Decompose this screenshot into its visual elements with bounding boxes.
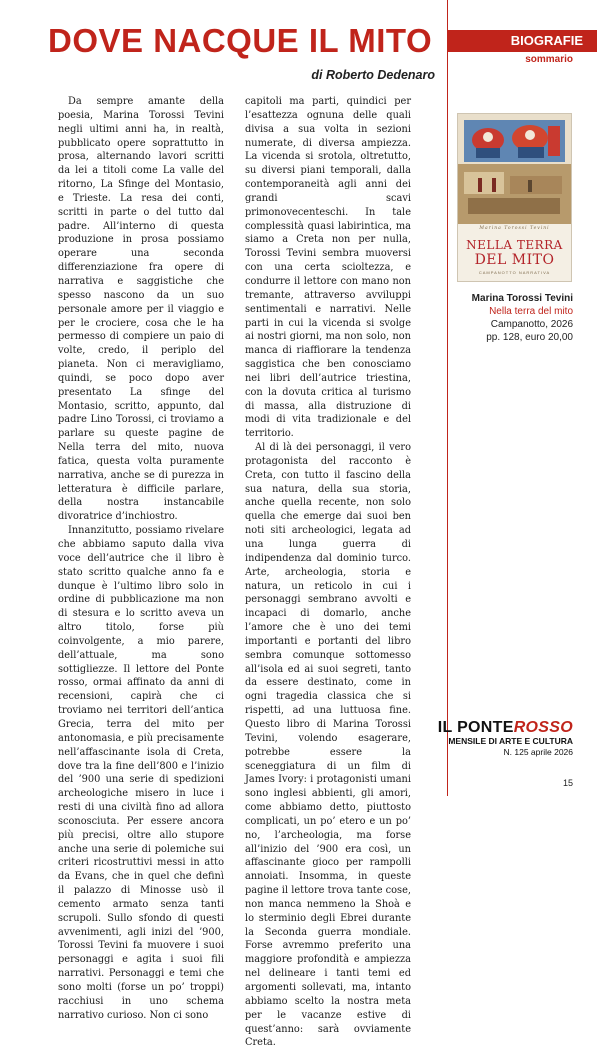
logo-part-1: IL PONTE [437, 719, 514, 736]
book-cover [457, 113, 572, 282]
book-info [472, 292, 573, 344]
section-label: BIOGRAFIE [448, 30, 597, 52]
paragraph: Innanzitutto, possiamo rivelare che abbiamo saputo dalla viva voce dell’autrice che il libro è stato scritto qualche anno fa e dunque è l’ultimo libro solo in ordine di pubblicazione ma non di stesura e lo scritto aveva un altro titolo, forse più coinvolgente, a mio parere, dell’attuale, ma sono sottigliezze. Il lettore del Ponte rosso, ormai affinato da anni di recensioni, capirà che ci troviamo nei territori dell’antica Grecia, terra del mito per antonomasia, e più precisamente nell’affascinante isola di Creta, dove tra la fine dell’800 e l’inizio del ’900 una serie di spedizioni archeologiche misero in luce i resti di una civiltà fino ad allora sconosciuta. Per essere ancora più precisi, oltre allo stupore anche una serie di polemiche sui criteri ricostruttivi messi in atto da Evans, che in quel che definì il palazzo di Minosse usò il cemento armato senza tanti scrupoli. Sullo sfondo di questi avvenimenti, agli inizi del ’900, Torossi Tevini fa muovere i suoi personaggi e agita i suoi fili narrativi. Personaggi e temi che sono molti (forse un po’ troppi) racchiusi in uno schema narrativo curioso. Non ci sono [58, 525, 224, 1021]
magazine-subtitle: MENSILE DI ARTE E CULTURA [448, 736, 573, 746]
book-title: Nella terra del mito [489, 306, 573, 317]
book-publisher: Campanotto, 2026 [490, 319, 573, 330]
paragraph: Da sempre amante della poesia, Marina Torossi Tevini negli ultimi anni ha, in realtà, pubblicato opere soprattutto in prosa, alternando lavori scritti da lei a titoli come La valle del ritorno, La Sfinge del Montasio, e Trieste. La resa dei conti, scritti in parte o del tutto dal padre. All’interno di questa produzione in prosa possiamo operare una seconda differenziazione fra opere di narrativa e saggistiche che spesso nascono da un suo personale amore per il viaggio e per le crociere, cosa che le ha permesso di compiere un paio di volte, credo, il periplo del pianeta. Non ci meravigliamo, quindi, se poco dopo aver presentato La sfinge del Montasio, scritto, appunto, dal padre Lino Torossi, ci troviamo a parlare su queste pagine de Nella terra del mito, nuova fatica, questa volta puramente narrativa, anche se di purezza in letteratura è difficile parlare, della nostra instancabile divoratrice d’inchiostro. [58, 96, 224, 523]
cover-illustration [458, 114, 571, 224]
paragraph: capitoli ma parti, quindici per l’esattezza ognuna delle quali divisa a sua volta in sezioni numerate, di diversa ampiezza. La vicenda si srotola, oltretutto, su diversi piani temporali, dalla contemporaneità agli anni dei grandi scavi primonovecenteschi. In tale complessità quasi labirintica, ma siamo a Creta non per nulla, Torossi Tevini sembra muoversi con una certa scioltezza, e condurre il lettore con mano non tremante, attraverso avviluppi sentimentali e narrativi. Nelle parti in cui la vicenda si svolge ai nostri giorni, ma non solo, non manca di riaffiorare la tendenza saggistica che ben conosciamo nei libri dell’autrice triestina, con la dovuta critica al turismo di massa, alla distruzione di modi di vita tradizionale e del territorio. [245, 96, 411, 440]
book-details: pp. 128, euro 20,00 [486, 332, 573, 343]
cover-title-line2: DEL MITO [474, 252, 555, 268]
book-author: Marina Torossi Tevini [471, 293, 573, 304]
page-number: 15 [563, 778, 574, 788]
logo-part-2: ROSSO [513, 719, 573, 736]
magazine-issue: N. 125 aprile 2026 [503, 747, 573, 757]
article-byline: di Roberto Dedenaro [311, 68, 435, 82]
cover-author: Marina Torossi Tevini [479, 226, 550, 231]
sidebar-divider [447, 0, 448, 796]
paragraph: Al di là dei personaggi, il vero protagonista del racconto è Creta, con tutto il fascino della sua natura, della sua storia, anche quella recente, non solo quella che emerge dai suoi ben noti siti archeologici, legata ad una lunga guerra di indipendenza dal dominio turco. Arte, archeologia, storia e natura, un reticolo in cui i personaggi sembrano avvolti e incapaci di domarlo, anche l’amore che è uno dei temi importanti e portanti del libro sembra comunque sottomesso all’isola ed ai suoi segreti, tanto da essere destinato, come in ogni tragedia classica che si rispetti, ad una luttuosa fine. Questo libro di Marina Torossi Tevini, volendo esagerare, potrebbe essere la sceneggiatura di un film di James Ivory: i protagonisti umani sono inglesi abbienti, gli amori, come abbiamo detto, piuttosto complicati, un po’ etero e un po’ no, l’archeologia, ma forse all’inizio del ’900 era così, un affascinante gioco per rampolli annoiati. Insomma, in queste pagine il lettore trova tante cose, non manca nemmeno la Shoà e lo sterminio degli Ebrei durante la Seconda guerra mondiale. Forse avremmo preferito una maggiore profondità e ampiezza nel delineare i tanti temi ed argomenti sollevati, ma, intanto abbiamo scelto la nostra meta per le vacanze estive di quest’anno: sarà ovviamente Creta. [245, 442, 411, 1049]
magazine-masthead [438, 719, 573, 758]
cover-title-line1: NELLA TERRA [466, 238, 563, 252]
magazine-logo [438, 719, 573, 736]
summary-link[interactable]: sommario [525, 54, 573, 65]
article-column-1 [58, 95, 224, 1023]
article-title: DOVE NACQUE IL MITO [48, 22, 433, 59]
cover-publisher: CAMPANOTTO NARRATIVA [478, 270, 551, 275]
article-column-2 [245, 95, 411, 1050]
